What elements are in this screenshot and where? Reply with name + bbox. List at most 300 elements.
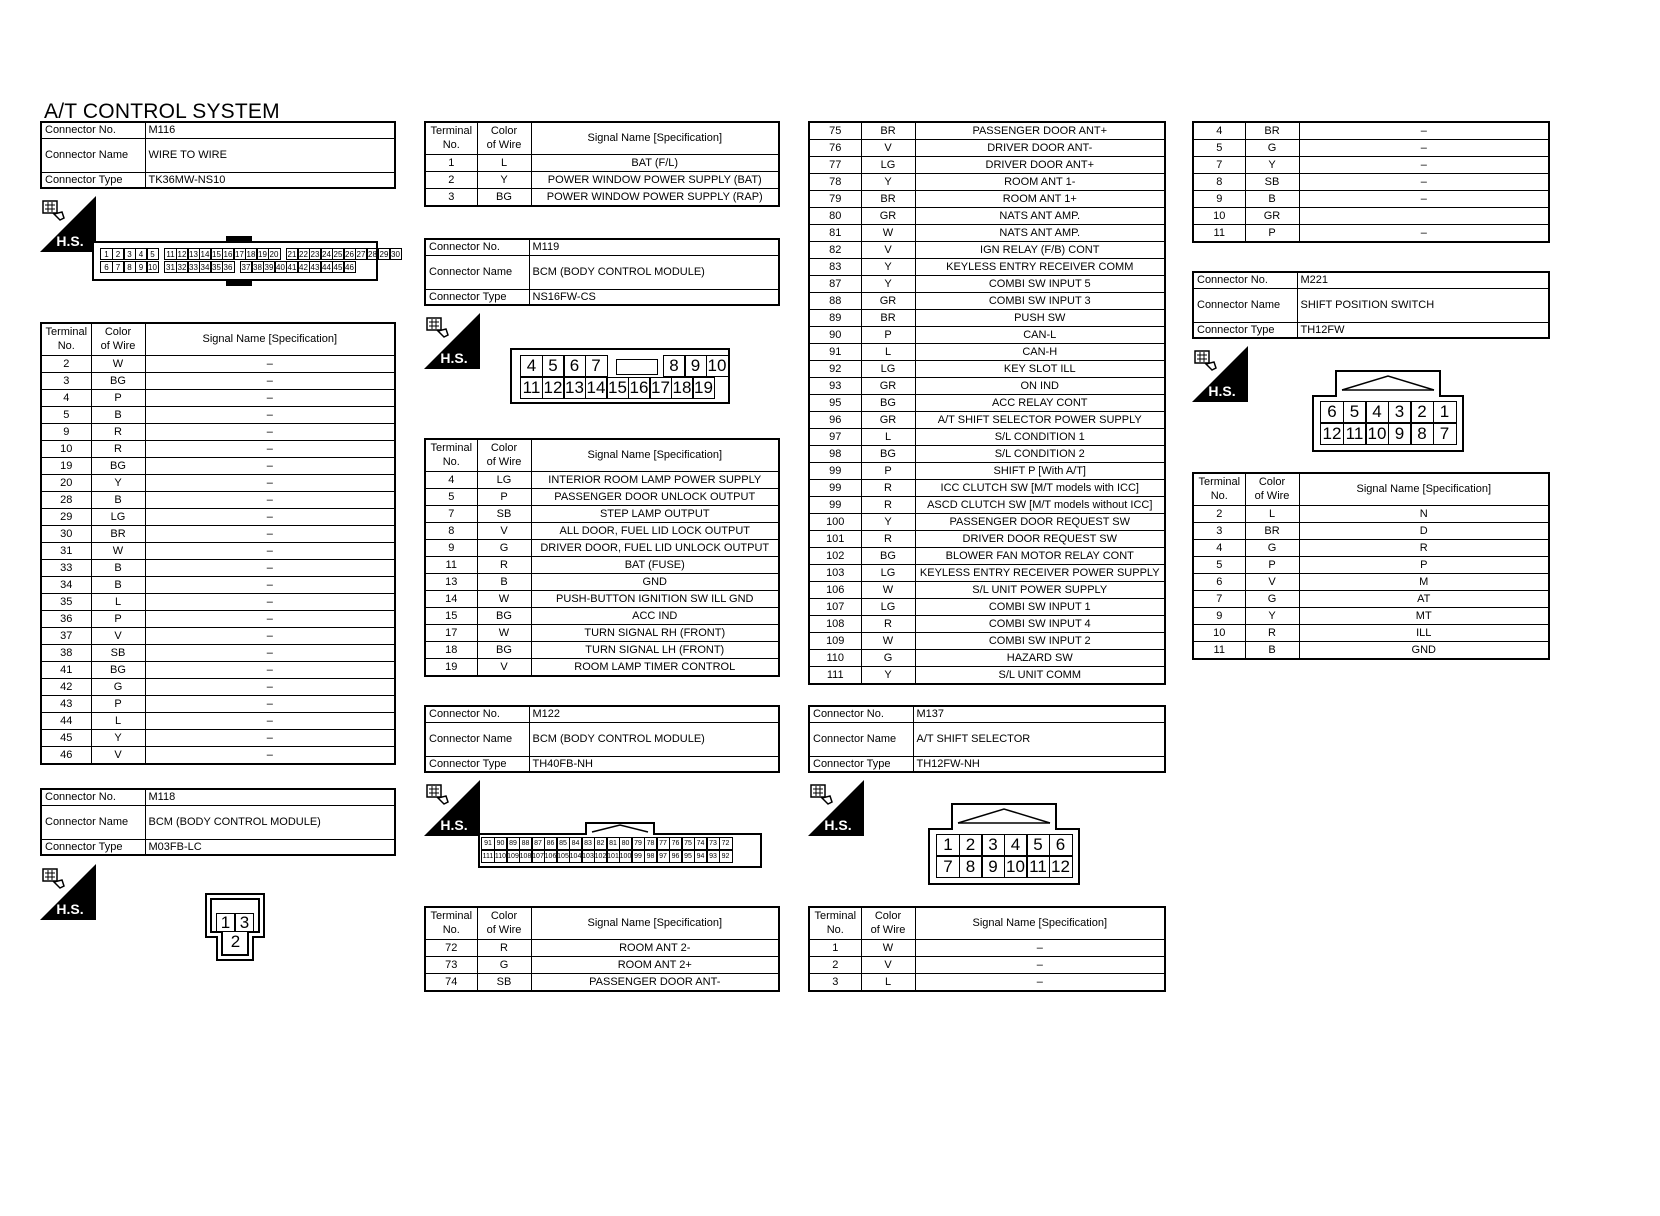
terminal-no: 33 <box>41 559 91 576</box>
table-row <box>425 607 779 624</box>
table-row <box>41 508 395 525</box>
terminal-no: 7 <box>1193 590 1245 607</box>
signal-name: ILL <box>1299 624 1549 641</box>
table-row <box>809 582 1165 599</box>
wire-color: LG <box>861 565 915 582</box>
wire-color: GR <box>861 412 915 429</box>
terminal-no: 74 <box>425 973 477 991</box>
table-row <box>809 276 1165 293</box>
terminal-no: 110 <box>809 650 861 667</box>
terminal-no: 108 <box>809 616 861 633</box>
label: Connector Name <box>809 722 913 756</box>
terminal-no: 76 <box>809 140 861 157</box>
terminal-no: 92 <box>809 361 861 378</box>
table-row <box>425 154 779 171</box>
terminal-no: 82 <box>809 242 861 259</box>
pin: 9 <box>981 856 1005 878</box>
signal-name: – <box>145 389 395 406</box>
terminal-no: 4 <box>1193 122 1245 140</box>
signal-name: STEP LAMP OUTPUT <box>531 505 779 522</box>
wire-color: BR <box>861 122 915 140</box>
signal-name: GND <box>1299 641 1549 659</box>
table-row <box>425 939 779 956</box>
table-row <box>1193 191 1549 208</box>
pin: 3 <box>123 248 136 260</box>
wire-color: GR <box>861 208 915 225</box>
table-row <box>809 531 1165 548</box>
m122-connector-face <box>478 822 762 868</box>
table-row <box>425 471 779 488</box>
m137-connector-face <box>928 803 1080 885</box>
pin: 13 <box>187 248 200 260</box>
wire-color: B <box>1245 641 1299 659</box>
pin: 103 <box>581 850 595 863</box>
pin: 4 <box>135 248 148 260</box>
m116-terminal-table <box>40 322 396 765</box>
pin: 35 <box>210 261 223 273</box>
pin: 9 <box>1388 423 1412 445</box>
wire-color: G <box>1245 140 1299 157</box>
pin: 110 <box>494 850 508 863</box>
terminal-no: 81 <box>809 225 861 242</box>
wire-color: Y <box>861 174 915 191</box>
table-row <box>41 372 395 389</box>
wire-color: V <box>1245 573 1299 590</box>
terminal-no: 83 <box>809 259 861 276</box>
signal-header: Signal Name [Specification] <box>531 907 779 939</box>
pin: 94 <box>694 850 708 863</box>
signal-name <box>1299 208 1549 225</box>
terminal-no: 89 <box>809 310 861 327</box>
table-row <box>809 344 1165 361</box>
signal-name: – <box>1299 174 1549 191</box>
wire-color: W <box>477 624 531 641</box>
signal-name: MT <box>1299 607 1549 624</box>
signal-name: R <box>1299 539 1549 556</box>
pin: 3 <box>1388 401 1412 423</box>
label: Connector No. <box>425 239 529 255</box>
signal-name: – <box>145 508 395 525</box>
pin: 90 <box>494 837 508 850</box>
terminal-no: 77 <box>809 157 861 174</box>
signal-name: COMBI SW INPUT 2 <box>915 633 1165 650</box>
signal-name: DRIVER DOOR ANT+ <box>915 157 1165 174</box>
table-row <box>809 565 1165 582</box>
hs-icon-svg <box>808 780 864 836</box>
terminal-no: 107 <box>809 599 861 616</box>
wire-color: R <box>91 440 145 457</box>
terminal-no: 41 <box>41 661 91 678</box>
terminal-no: 43 <box>41 695 91 712</box>
connector-no: M116 <box>145 122 395 138</box>
m118-header-table <box>40 788 396 856</box>
connector-type: TH40FB-NH <box>529 756 779 772</box>
pin: 7 <box>936 856 960 878</box>
signal-name: DRIVER DOOR REQUEST SW <box>915 531 1165 548</box>
connector-type: M03FB-LC <box>145 839 395 855</box>
m122-terminal-table-continued <box>808 121 1166 685</box>
terminal-no: 3 <box>41 372 91 389</box>
wire-color: BR <box>1245 122 1299 140</box>
signal-name: – <box>915 956 1165 973</box>
terminal-no: 111 <box>809 667 861 685</box>
wire-color: L <box>91 712 145 729</box>
hs-icon-svg <box>40 196 96 252</box>
wire-color: SB <box>91 644 145 661</box>
pin: 11 <box>164 248 177 260</box>
connector-name: BCM (BODY CONTROL MODULE) <box>529 255 779 289</box>
signal-name: – <box>145 525 395 542</box>
pin: 4 <box>520 355 543 377</box>
table-row <box>41 542 395 559</box>
table-row <box>1193 641 1549 659</box>
terminal-no: 2 <box>41 355 91 372</box>
table-row <box>809 327 1165 344</box>
table-row <box>809 939 1165 956</box>
signal-name: S/L CONDITION 2 <box>915 446 1165 463</box>
signal-name: PASSENGER DOOR ANT- <box>531 973 779 991</box>
signal-name: DRIVER DOOR ANT- <box>915 140 1165 157</box>
signal-name: ACC IND <box>531 607 779 624</box>
table-row <box>41 559 395 576</box>
m118-terminal-table <box>424 121 780 207</box>
table-row <box>425 171 779 188</box>
wire-color: W <box>861 225 915 242</box>
pin: 10 <box>706 355 729 377</box>
table-row <box>809 259 1165 276</box>
terminal-no: 8 <box>425 522 477 539</box>
pin: 74 <box>694 837 708 850</box>
wire-color: Y <box>477 171 531 188</box>
signal-name: – <box>1299 225 1549 243</box>
wire-color: G <box>1245 590 1299 607</box>
table-row <box>425 556 779 573</box>
wire-color: BR <box>861 310 915 327</box>
terminal-header: Terminal No. <box>809 907 861 939</box>
hs-icon-svg <box>1192 346 1248 402</box>
pin: 98 <box>644 850 658 863</box>
signal-name: – <box>145 661 395 678</box>
m221-header-table <box>1192 271 1550 339</box>
table-row <box>41 695 395 712</box>
terminal-no: 99 <box>809 480 861 497</box>
wire-color: L <box>861 429 915 446</box>
wire-color: G <box>477 956 531 973</box>
terminal-no: 90 <box>809 327 861 344</box>
signal-name: – <box>1299 140 1549 157</box>
m221-pins-bottom <box>1320 423 1455 445</box>
pin: 9 <box>684 355 707 377</box>
signal-name: – <box>145 457 395 474</box>
table-row <box>809 446 1165 463</box>
terminal-no: 2 <box>1193 505 1245 522</box>
terminal-no: 10 <box>1193 624 1245 641</box>
pin: 8 <box>663 355 686 377</box>
signal-name: POWER WINDOW POWER SUPPLY (BAT) <box>531 171 779 188</box>
terminal-no: 18 <box>425 641 477 658</box>
signal-name: – <box>145 712 395 729</box>
terminal-no: 13 <box>425 573 477 590</box>
wire-color: W <box>861 582 915 599</box>
signal-name: KEYLESS ENTRY RECEIVER POWER SUPPLY <box>915 565 1165 582</box>
table-row <box>1193 157 1549 174</box>
connector-type: TH12FW-NH <box>913 756 1165 772</box>
wire-color: LG <box>861 157 915 174</box>
terminal-no: 6 <box>1193 573 1245 590</box>
wire-color: V <box>91 627 145 644</box>
terminal-no: 20 <box>41 474 91 491</box>
pin: 3 <box>981 834 1005 856</box>
color-header: Color of Wire <box>477 907 531 939</box>
signal-name: DRIVER DOOR, FUEL LID UNLOCK OUTPUT <box>531 539 779 556</box>
wire-color: V <box>861 956 915 973</box>
pin: 5 <box>1026 834 1050 856</box>
pin: 29 <box>378 248 391 260</box>
table-row <box>809 242 1165 259</box>
wire-color: Y <box>861 514 915 531</box>
m221-connector-face <box>1312 370 1464 452</box>
m116-header-table <box>40 121 396 189</box>
table-row <box>809 616 1165 633</box>
signal-name: SHIFT P [With A/T] <box>915 463 1165 480</box>
terminal-no: 36 <box>41 610 91 627</box>
label: Connector Name <box>425 722 529 756</box>
terminal-no: 93 <box>809 378 861 395</box>
pin: 30 <box>389 248 402 260</box>
signal-name: S/L CONDITION 1 <box>915 429 1165 446</box>
terminal-no: 8 <box>1193 174 1245 191</box>
terminal-no: 91 <box>809 344 861 361</box>
terminal-no: 98 <box>809 446 861 463</box>
table-row <box>809 412 1165 429</box>
pin: 46 <box>343 261 356 273</box>
wire-color: R <box>861 480 915 497</box>
table-row <box>1193 174 1549 191</box>
label: Connector No. <box>1193 272 1297 288</box>
wire-color: W <box>91 542 145 559</box>
connector-no: M221 <box>1297 272 1549 288</box>
table-row <box>41 576 395 593</box>
signal-name: – <box>1299 157 1549 174</box>
pin: 99 <box>631 850 645 863</box>
table-row <box>809 514 1165 531</box>
pin: 7 <box>1433 423 1457 445</box>
pin: 8 <box>1410 423 1434 445</box>
table-row <box>809 140 1165 157</box>
signal-header: Signal Name [Specification] <box>531 122 779 154</box>
pin: 1 <box>936 834 960 856</box>
pin: 10 <box>1365 423 1389 445</box>
pin: 7 <box>585 355 608 377</box>
pin: 11 <box>520 377 543 399</box>
wire-color: W <box>861 633 915 650</box>
terminal-no: 4 <box>41 389 91 406</box>
table-row <box>41 355 395 372</box>
table-row <box>809 667 1165 685</box>
pin: 16 <box>222 248 235 260</box>
signal-name: BLOWER FAN MOTOR RELAY CONT <box>915 548 1165 565</box>
signal-name: COMBI SW INPUT 5 <box>915 276 1165 293</box>
hs-label: H.S. <box>440 817 468 833</box>
terminal-no: 9 <box>41 423 91 440</box>
pin: 102 <box>594 850 608 863</box>
wire-color: V <box>861 140 915 157</box>
pin: 6 <box>100 261 113 273</box>
table-row <box>809 225 1165 242</box>
label: Connector Name <box>425 255 529 289</box>
signal-name: COMBI SW INPUT 4 <box>915 616 1165 633</box>
pin: 26 <box>343 248 356 260</box>
signal-name: KEYLESS ENTRY RECEIVER COMM <box>915 259 1165 276</box>
m221-terminal-table <box>1192 472 1550 660</box>
table-row <box>41 474 395 491</box>
terminal-no: 95 <box>809 395 861 412</box>
pin: 14 <box>585 377 608 399</box>
signal-name: A/T SHIFT SELECTOR POWER SUPPLY <box>915 412 1165 429</box>
table-row <box>1193 522 1549 539</box>
pin: 81 <box>606 837 620 850</box>
pin: 89 <box>506 837 520 850</box>
hs-label: H.S. <box>56 901 84 917</box>
connector-type: TK36MW-NS10 <box>145 172 395 188</box>
pin: 82 <box>594 837 608 850</box>
signal-name: – <box>145 491 395 508</box>
pin: 23 <box>309 248 322 260</box>
blank-slot <box>616 359 658 375</box>
pin: 18 <box>671 377 694 399</box>
pin: 41 <box>286 261 299 273</box>
signal-name: – <box>915 973 1165 991</box>
table-row <box>1193 140 1549 157</box>
table-row <box>41 525 395 542</box>
m122-terminal-table <box>424 906 780 992</box>
wire-color: L <box>861 973 915 991</box>
signal-name: PASSENGER DOOR REQUEST SW <box>915 514 1165 531</box>
signal-name: NATS ANT AMP. <box>915 208 1165 225</box>
terminal-no: 99 <box>809 497 861 514</box>
table-row <box>425 522 779 539</box>
table-row <box>809 956 1165 973</box>
wire-color: L <box>861 344 915 361</box>
table-row <box>809 395 1165 412</box>
terminal-no: 34 <box>41 576 91 593</box>
terminal-no: 11 <box>1193 641 1245 659</box>
pin: 5 <box>146 248 159 260</box>
wire-color: P <box>1245 556 1299 573</box>
signal-name: BAT (FUSE) <box>531 556 779 573</box>
wire-color: B <box>91 576 145 593</box>
terminal-no: 97 <box>809 429 861 446</box>
pin: 79 <box>631 837 645 850</box>
terminal-no: 35 <box>41 593 91 610</box>
table-row <box>41 712 395 729</box>
wire-color: Y <box>861 259 915 276</box>
hs-label: H.S. <box>440 350 468 366</box>
label: Connector Name <box>41 805 145 839</box>
terminal-no: 103 <box>809 565 861 582</box>
terminal-no: 9 <box>425 539 477 556</box>
terminal-no: 3 <box>809 973 861 991</box>
pin: 104 <box>569 850 583 863</box>
wire-color: B <box>91 491 145 508</box>
label: Connector No. <box>41 789 145 805</box>
signal-header: Signal Name [Specification] <box>915 907 1165 939</box>
signal-name: – <box>1299 122 1549 140</box>
terminal-no: 75 <box>809 122 861 140</box>
pin: 20 <box>268 248 281 260</box>
wire-color: LG <box>91 508 145 525</box>
pin: 21 <box>286 248 299 260</box>
table-row <box>1193 122 1549 140</box>
pin: 12 <box>176 248 189 260</box>
signal-name: S/L UNIT POWER SUPPLY <box>915 582 1165 599</box>
wire-color: L <box>477 154 531 171</box>
table-row <box>809 429 1165 446</box>
wire-color: B <box>91 406 145 423</box>
signal-name: P <box>1299 556 1549 573</box>
pin: 15 <box>210 248 223 260</box>
pin: 39 <box>263 261 276 273</box>
wire-color: V <box>861 242 915 259</box>
wire-color: BG <box>477 641 531 658</box>
pin: 88 <box>519 837 533 850</box>
pin: 10 <box>1004 856 1028 878</box>
m137-header-table <box>808 705 1166 773</box>
table-row <box>809 361 1165 378</box>
wire-color: BG <box>91 661 145 678</box>
terminal-no: 11 <box>1193 225 1245 243</box>
signal-name: – <box>145 644 395 661</box>
terminal-no: 73 <box>425 956 477 973</box>
wire-color: W <box>477 590 531 607</box>
pin: 36 <box>222 261 235 273</box>
terminal-no: 106 <box>809 582 861 599</box>
m116-pins-bottom <box>100 261 355 273</box>
table-row <box>425 658 779 676</box>
pin: 2 <box>959 834 983 856</box>
m119-connector-face <box>510 348 730 404</box>
pin: 5 <box>542 355 565 377</box>
wire-color: B <box>477 573 531 590</box>
signal-header: Signal Name [Specification] <box>145 323 395 355</box>
wire-color: SB <box>1245 174 1299 191</box>
signal-name: PASSENGER DOOR UNLOCK OUTPUT <box>531 488 779 505</box>
hs-icon <box>424 313 480 369</box>
wire-color: R <box>861 531 915 548</box>
pin: 24 <box>320 248 333 260</box>
signal-name: – <box>145 610 395 627</box>
label: Connector Type <box>425 756 529 772</box>
wire-color: P <box>91 610 145 627</box>
table-row <box>425 488 779 505</box>
pin: 7 <box>112 261 125 273</box>
m122-header-table <box>424 705 780 773</box>
label: Connector No. <box>425 706 529 722</box>
wire-color: R <box>861 497 915 514</box>
wire-color: V <box>91 746 145 764</box>
table-row <box>1193 607 1549 624</box>
wire-color: P <box>861 463 915 480</box>
signal-name: ROOM ANT 2+ <box>531 956 779 973</box>
pin: 3 <box>235 913 254 932</box>
signal-name: ACC RELAY CONT <box>915 395 1165 412</box>
pin: 11 <box>1343 423 1367 445</box>
pin: 111 <box>481 850 495 863</box>
pin: 25 <box>332 248 345 260</box>
pin: 9 <box>135 261 148 273</box>
hs-icon-svg <box>424 780 480 836</box>
pin: 106 <box>544 850 558 863</box>
